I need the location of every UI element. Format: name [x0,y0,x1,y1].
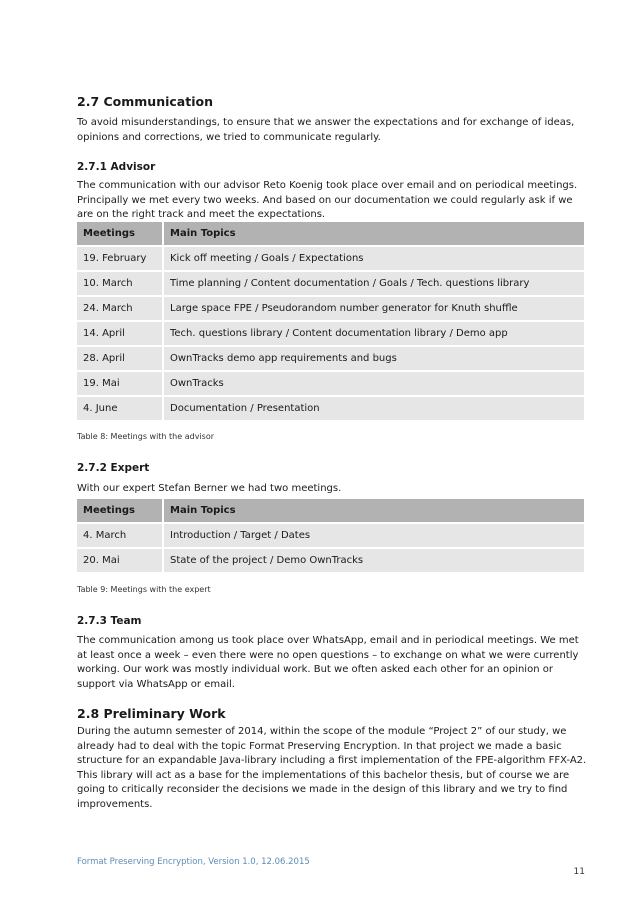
table-caption-expert: Table 9: Meetings with the expert [77,585,211,594]
table-row [77,271,584,296]
expert-paragraph: With our expert Stefan Berner we had two meetings. [77,483,342,494]
table-header-row [77,499,584,523]
communication-paragraph: To avoid misunderstandings, to ensure that we answer the expectations and for exchange of ideas, opinions and corrections, we tried to communicate regularly. [77,117,575,143]
table-row [77,246,584,271]
table-row [77,296,584,321]
meeting-topics: Documentation / Presentation [163,396,584,420]
meeting-topics: Time planning / Content documentation / Goals / Tech. questions library [163,271,584,296]
table-header-row [77,222,584,246]
meeting-date: 28. April [77,346,163,371]
table-row [77,346,584,371]
table-caption-advisor: Table 8: Meetings with the advisor [77,432,214,441]
advisor-meetings-table [77,222,584,420]
subsection-heading-advisor: 2.7.1 Advisor [77,161,156,173]
expert-meetings-table [77,499,584,572]
meeting-topics: Introduction / Target / Dates [163,523,584,548]
meeting-date: 14. April [77,321,163,346]
column-header-meetings: Meetings [77,499,163,523]
table-row [77,396,584,420]
meeting-topics: State of the project / Demo OwnTracks [163,548,584,572]
page-number: 11 [573,867,585,877]
table-row [77,321,584,346]
meeting-date: 4. March [77,523,163,548]
meeting-topics: OwnTracks demo app requirements and bugs [163,346,584,371]
column-header-main-topics: Main Topics [163,222,584,246]
column-header-meetings: Meetings [77,222,163,246]
table-row [77,523,584,548]
meeting-topics: OwnTracks [163,371,584,396]
meeting-date: 20. Mai [77,548,163,572]
team-paragraph: The communication among us took place over WhatsApp, email and in periodical meetings. We met at least once a week – even there were no open questions – to exchange on what we were currently working. Our work was mostly individual work. But we often asked each other for an opinion or support via WhatsApp or email. [77,635,579,690]
table-row [77,548,584,572]
column-header-main-topics: Main Topics [163,499,584,523]
subsection-heading-expert: 2.7.2 Expert [77,462,150,474]
meeting-date: 4. June [77,396,163,420]
meeting-topics: Tech. questions library / Content documentation library / Demo app [163,321,584,346]
preliminary-work-paragraph: During the autumn semester of 2014, within the scope of the module “Project 2” of our study, we already had to deal with the topic Format Preserving Encryption. In that project we made a basic structure for an expandable Java-library including a first implementation of the FPE-algorithm FFX-A2. This library will act as a base for the implementations of this bachelor thesis, but of course we are going to critically reconsider the decisions we made in the design of this library and we try to find improvements. [77,726,587,810]
meeting-date: 19. Mai [77,371,163,396]
section-heading-preliminary-work: 2.8 Preliminary Work [77,706,226,721]
table-row [77,371,584,396]
meeting-date: 24. March [77,296,163,321]
meeting-topics: Large space FPE / Pseudorandom number generator for Knuth shuffle [163,296,584,321]
footer-text: Format Preserving Encryption, Version 1.0, 12.06.2015 [77,857,310,867]
subsection-heading-team: 2.7.3 Team [77,615,142,627]
meeting-date: 19. February [77,246,163,271]
meeting-topics: Kick off meeting / Goals / Expectations [163,246,584,271]
advisor-paragraph: The communication with our advisor Reto Koenig took place over email and on periodical meetings. Principally we met every two weeks. And based on our documentation we could regularly ask if we are on the right track and meet the expectations. [77,180,578,220]
section-heading-communication: 2.7 Communication [77,94,213,109]
meeting-date: 10. March [77,271,163,296]
